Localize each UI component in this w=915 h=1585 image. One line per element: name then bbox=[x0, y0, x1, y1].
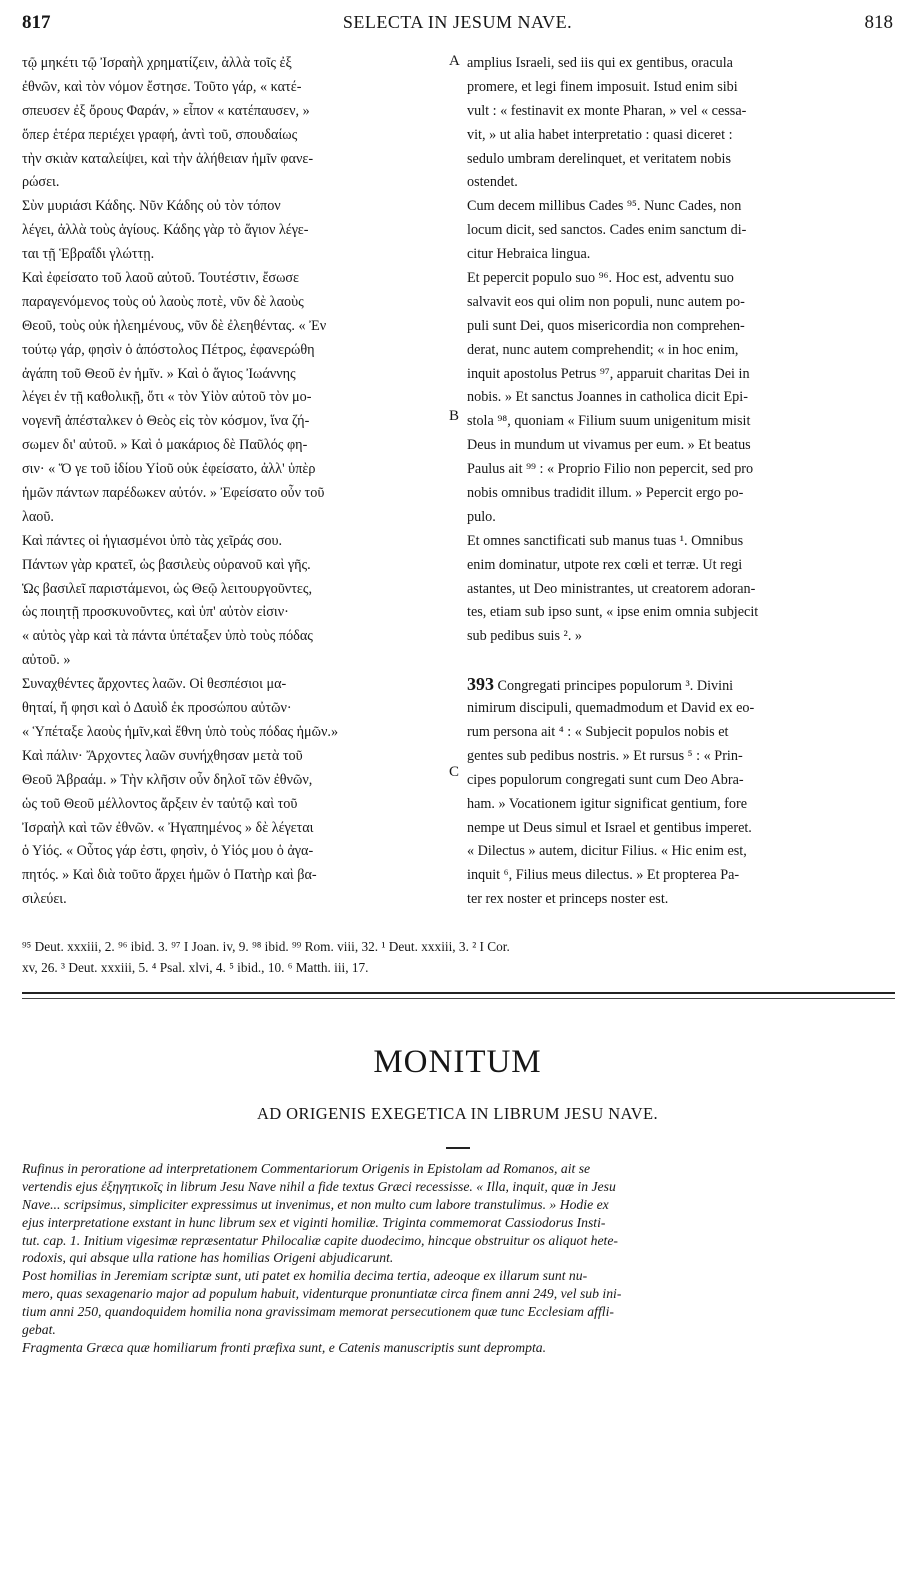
latin-text-line: nobis. » Et sanctus Joannes in catholica dicit Epi- bbox=[467, 389, 748, 406]
page-number-right: 818 bbox=[864, 12, 893, 33]
greek-text-line: ρώσει. bbox=[22, 174, 60, 191]
monitum-text-line: Rufinus in peroratione ad interpretationem Commentariorum Origenis in Epistolam ad Romanos, ait se bbox=[22, 1161, 591, 1176]
latin-text-line: promere, et legi finem imposuit. Istud enim sibi bbox=[467, 78, 738, 95]
greek-text-line: νογενῆ ἀπέσταλκεν ὁ Θεὸς εἰς τὸν κόσμον, ἵνα ζή- bbox=[22, 413, 310, 430]
footnote-line: ⁹⁵ Deut. xxxiii, 2. ⁹⁶ ibid. 3. ⁹⁷ I Joan. iv, 9. ⁹⁸ ibid. ⁹⁹ Rom. viii, 32. ¹ Deut. xxxiii, 3. ² I Cor. bbox=[22, 939, 510, 954]
latin-text-line: puli sunt Dei, quos misericordia non comprehen- bbox=[467, 317, 745, 334]
greek-text-line: σιν· « Ὅ γε τοῦ ἰδίου Υἱοῦ οὐκ ἐφείσατο, ἀλλ' ὑπὲρ bbox=[22, 461, 316, 478]
greek-text-line: Σὺν μυριάσι Κάδης. Νῦν Κάδης οὐ τὸν τόπον bbox=[22, 198, 281, 215]
greek-text-line: Ὡς βασιλεῖ παριστάμενοι, ὡς Θεῷ λειτουργοῦντες, bbox=[22, 580, 313, 597]
latin-text-line: Et pepercit populo suo ⁹⁶. Hoc est, adventu suo bbox=[467, 270, 734, 287]
greek-text-line: Καὶ ἐφείσατο τοῦ λαοῦ αὐτοῦ. Τουτέστιν, ἔσωσε bbox=[22, 270, 300, 287]
greek-text-line: « αὐτὸς γὰρ καὶ τὰ πάντα ὑπέταξεν ὑπὸ τοὺς πόδας bbox=[22, 628, 313, 645]
column-number: 393 bbox=[467, 674, 494, 695]
latin-text-line: vult : « festinavit ex monte Pharan, » vel « cessa- bbox=[467, 102, 747, 119]
monitum-body bbox=[22, 1160, 894, 1357]
latin-text-line: nobis omnibus tradidit illum. » Pepercit ergo po- bbox=[467, 485, 744, 502]
latin-text-line: locum dicit, sed sanctos. Cades enim sanctum di- bbox=[467, 222, 747, 239]
latin-text-line bbox=[467, 673, 892, 697]
margin-letter-c: C bbox=[449, 764, 460, 780]
latin-text-line: nimirum discipuli, quemadmodum et David ex eo- bbox=[467, 700, 755, 717]
section-rule-thin bbox=[22, 998, 895, 999]
latin-column bbox=[467, 52, 892, 912]
greek-text-line: Πάντων γὰρ κρατεῖ, ὡς βασιλεὺς οὐρανοῦ καὶ γῆς. bbox=[22, 556, 311, 573]
greek-text-line: ται τῇ Ἑβραΐδι γλώττῃ. bbox=[22, 246, 155, 263]
greek-text-line: τούτῳ γάρ, φησὶν ὁ ἀπόστολος Πέτρος, ἐφανερώθη bbox=[22, 341, 315, 358]
greek-text-line: τὴν σκιὰν καταλείψει, καὶ τὴν ἀλήθειαν ἡμῖν φανε- bbox=[22, 150, 314, 167]
monitum-text-line: gebat. bbox=[22, 1322, 56, 1338]
greek-text-line: ὁ Υἱός. « Οὗτος γάρ ἐστι, φησὶν, ὁ Υἱός μου ὁ ἀγα- bbox=[22, 843, 314, 860]
greek-text-line: λέγει ἐν τῇ καθολικῇ, ὅτι « τὸν Υἱὸν αὐτοῦ τὸν μο- bbox=[22, 389, 312, 406]
latin-text-line: stola ⁹⁸, quoniam « Filium suum unigenitum misit bbox=[467, 413, 751, 430]
greek-text-line: ἡμῶν πάντων παρέδωκεν αὐτόν. » Ἐφείσατο οὖν τοῦ bbox=[22, 485, 325, 502]
latin-text-line: Paulus ait ⁹⁹ : « Proprio Filio non pepercit, sed pro bbox=[467, 461, 754, 478]
latin-text-line: gentes sub pedibus nostris. » Et rursus ⁵ : « Prin- bbox=[467, 747, 743, 764]
margin-letter-b: B bbox=[449, 408, 460, 424]
latin-text-line: nempe ut Deus simul et Israel et gentibus imperet. bbox=[467, 819, 752, 836]
latin-text-line: ham. » Vocationem igitur significat gentium, fore bbox=[467, 795, 748, 812]
latin-line-text: Congregati principes populorum ³. Divini bbox=[497, 678, 734, 695]
running-header bbox=[0, 12, 915, 38]
latin-text-line: « Dilectus » autem, dicitur Filius. « Hic enim est, bbox=[467, 843, 747, 860]
greek-text-line: παραγενόμενος τοὺς οὐ λαοὺς ποτὲ, νῦν δὲ λαοὺς bbox=[22, 293, 304, 310]
latin-text-line: ter rex noster et princeps noster est. bbox=[467, 891, 669, 908]
latin-text-line: derat, nunc autem comprehendit; « in hoc enim, bbox=[467, 341, 739, 358]
latin-text-line: astantes, ut Deo ministrantes, ut creatorem adoran- bbox=[467, 580, 756, 597]
greek-text-line: σιλεύει. bbox=[22, 891, 67, 908]
greek-text-line: Ἰσραὴλ καὶ τῶν ἐθνῶν. « Ἠγαπημένος » δὲ λέγεται bbox=[22, 819, 314, 836]
greek-text-line: αὐτοῦ. » bbox=[22, 652, 71, 669]
latin-text-line: vit, » ut alia habet interpretatio : quasi diceret : bbox=[467, 126, 733, 143]
greek-text-line: Συναχθέντες ἄρχοντες λαῶν. Οἱ θεσπέσιοι μα- bbox=[22, 676, 287, 693]
latin-text-line: tes, etiam sub ipso sunt, « ipse enim omnia subjecit bbox=[467, 604, 759, 621]
monitum-text-line: Nave... scripsimus, simpliciter expressimus ut invenimus, et non multo cum labore transtulimus. » Hodie ex bbox=[22, 1196, 609, 1212]
monitum-text-line: Post homilias in Jeremiam scriptæ sunt, uti patet ex homilia decima tertia, adeoque ex illarum sunt nu- bbox=[22, 1268, 588, 1284]
section-rule bbox=[22, 992, 895, 994]
latin-text-line: sub pedibus suis ². » bbox=[467, 628, 583, 645]
latin-text-line: Deus in mundum ut vivamus per eum. » Et beatus bbox=[467, 437, 751, 454]
greek-text-line: πητός. » Καὶ διὰ τοῦτο ἄρχει ἡμῶν ὁ Πατὴρ καὶ βα- bbox=[22, 867, 317, 884]
greek-text-line: σωμεν δι' αὐτοῦ. » Καὶ ὁ μακάριος δὲ Παῦλός φη- bbox=[22, 437, 308, 454]
monitum-text-line: tium anni 250, quandoquidem homilia nona gravissimam memorat persecutionem quæ tunc Ecclesiam affli- bbox=[22, 1304, 614, 1320]
greek-text-line: « Ὑπέταξε λαοὺς ἡμῖν,καὶ ἔθνη ὑπὸ τοὺς πόδας ἡμῶν.» bbox=[22, 723, 339, 740]
latin-text-line: rum persona ait ⁴ : « Subjecit populos nobis et bbox=[467, 723, 729, 740]
greek-text-line: θηταί, ἤ φησι καὶ ὁ Δαυὶδ ἐκ προσώπου αὐτῶν· bbox=[22, 700, 292, 717]
latin-text-line: Cum decem millibus Cades ⁹⁵. Nunc Cades, non bbox=[467, 198, 742, 215]
greek-text-line: Καὶ πάντες οἱ ἡγιασμένοι ὑπὸ τὰς χεῖράς σου. bbox=[22, 532, 283, 549]
greek-text-line: ὅπερ ἑτέρα περιέχει γραφή, ἀντὶ τοῦ, σπουδαίως bbox=[22, 126, 298, 143]
greek-text-line: σπευσεν ἐξ ὄρους Φαράν, » εἶπον « κατέπαυσεν, » bbox=[22, 102, 310, 119]
greek-text-line: ἐθνῶν, καὶ τὸν νόμον ἔστησε. Τοῦτο γάρ, « κατέ- bbox=[22, 78, 302, 95]
monitum-text-line: Fragmenta Græca quæ homiliarum fronti præfixa sunt, e Catenis manuscriptis sunt deprompta. bbox=[22, 1339, 547, 1355]
monitum-text-line: rodoxis, qui absque ulla ratione has homilias Origeni abjudicarunt. bbox=[22, 1250, 394, 1266]
greek-text-line: Θεοῦ, τοὺς οὐκ ἠλεημένους, νῦν δὲ ἐλεηθέντας. « Ἐν bbox=[22, 317, 327, 334]
latin-text-line: Et omnes sanctificati sub manus tuas ¹. Omnibus bbox=[467, 532, 744, 549]
latin-text-line: enim dominatur, utpote rex cœli et terræ. Ut regi bbox=[467, 556, 743, 573]
running-title: SELECTA IN JESUM NAVE. bbox=[342, 12, 573, 32]
page-number-left: 817 bbox=[22, 12, 51, 33]
latin-text-line: ostendet. bbox=[467, 174, 518, 191]
monitum-text-line: vertendis ejus ἐξηγητικοῖς in librum Jesu Nave nihil a fide textus Græci recessisse. « Illa, inquit, quæ in Jesu bbox=[22, 1178, 616, 1194]
latin-text-line: amplius Israeli, sed iis qui ex gentibus, oracula bbox=[467, 55, 733, 71]
greek-text-line: λέγει, ἀλλὰ τοὺς ἁγίους. Κάδης γὰρ τὸ ἅγιον λέγε- bbox=[22, 222, 309, 239]
greek-column bbox=[22, 52, 447, 912]
latin-text-line bbox=[467, 649, 892, 673]
latin-text-line: pulo. bbox=[467, 508, 496, 525]
latin-text-line: cipes populorum congregati sunt cum Deo Abra- bbox=[467, 771, 744, 788]
greek-text-line: Καὶ πάλιν· Ἄρχοντες λαῶν συνήχθησαν μετὰ τοῦ bbox=[22, 747, 303, 764]
latin-text-line: citur Hebraica lingua. bbox=[467, 246, 591, 263]
title-dash bbox=[446, 1147, 470, 1149]
latin-text-line: salvavit eos qui olim non populi, nunc autem po- bbox=[467, 293, 745, 310]
monitum-text-line: mero, quas sexagenario major ad populum habuit, videnturque pronuntiatæ circa finem anni 249, vel sub ini- bbox=[22, 1286, 622, 1302]
monitum-subtitle: AD ORIGENIS EXEGETICA IN LIBRUM JESU NAVE. bbox=[256, 1104, 659, 1123]
greek-text-line: ὡς ποιητῇ προσκυνοῦντες, καὶ ὑπ' αὐτὸν εἰσιν· bbox=[22, 604, 289, 621]
monitum-text-line: ejus interpretatione exstant in hunc librum sex et viginti homiliæ. Triginta commemorat Cassiodorus Insti- bbox=[22, 1214, 606, 1230]
footnote-line: xv, 26. ³ Deut. xxxiii, 5. ⁴ Psal. xlvi, 4. ⁵ ibid., 10. ⁶ Matth. iii, 17. bbox=[22, 960, 369, 975]
greek-text-line: τῷ μηκέτι τῷ Ἰσραὴλ χρηματίζειν, ἀλλὰ τοῖς ἐξ bbox=[22, 55, 292, 71]
greek-text-line: ἀγάπη τοῦ Θεοῦ ἐν ἡμῖν. » Καὶ ὁ ἅγιος Ἰωάννης bbox=[22, 365, 296, 382]
margin-letter-a: A bbox=[449, 53, 460, 69]
monitum-text-line: tut. cap. 1. Initium vigesimæ repræsentatur Philocaliæ capite duodecimo, hincque obstruitur os aliquot hete- bbox=[22, 1232, 618, 1248]
greek-text-line: Θεοῦ Ἀβραάμ. » Τὴν κλῆσιν οὖν δηλοῖ τῶν ἐθνῶν, bbox=[22, 771, 313, 788]
latin-text-line: inquit apostolus Petrus ⁹⁷, apparuit charitas Dei in bbox=[467, 365, 750, 382]
monitum-title: MONITUM bbox=[373, 1044, 542, 1080]
latin-text-line: inquit ⁶, Filius meus dilectus. » Et propterea Pa- bbox=[467, 867, 740, 884]
greek-text-line: λαοῦ. bbox=[22, 508, 54, 525]
footnotes bbox=[22, 936, 894, 978]
greek-text-line: ὡς τοῦ Θεοῦ μέλλοντος ἄρξειν ἐν ταὐτῷ καὶ τοῦ bbox=[22, 795, 298, 812]
latin-text-line: sedulo umbram derelinquet, et veritatem nobis bbox=[467, 150, 731, 167]
